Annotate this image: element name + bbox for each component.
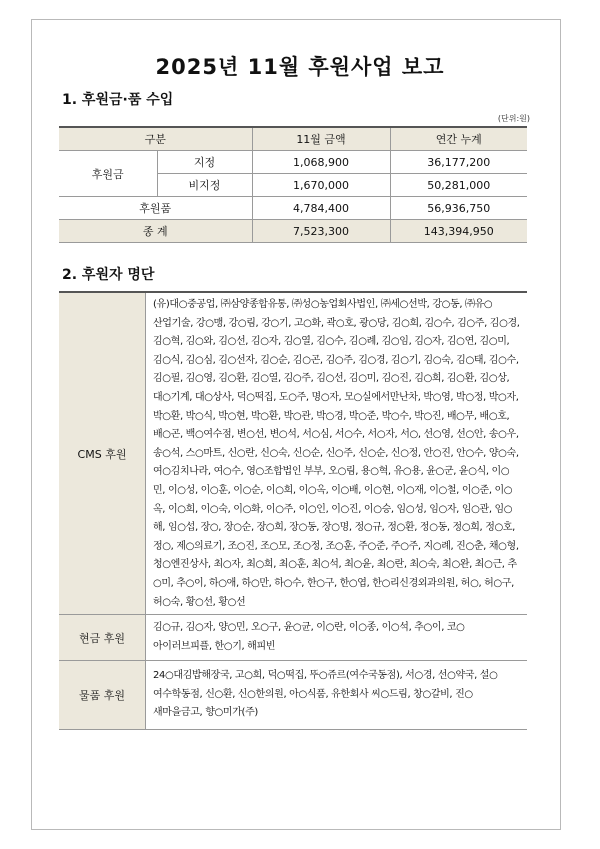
table-row bbox=[59, 151, 527, 174]
table-total-row bbox=[59, 220, 527, 243]
month-value: 1,670,000 bbox=[252, 174, 390, 197]
annual-value: 56,936,750 bbox=[390, 197, 527, 220]
row-label: 지정 bbox=[157, 151, 252, 174]
donor-names: (유)대○중공업, ㈜삼양종합유통, ㈜성○농업회사법인, ㈜세○선박, 강○동, ㈜유○산업기술, 강○맹, 강○림, 강○기, 고○화, 곽○호, 광○당, 김○희, 김○수, 김○주, 김○경, 김○혁, 김○와, 김○선, 김○자, 김○열, 김○수, 김○례, 김○임, 김○자, 김○연, 김○미, 김○식, 김○심, 김○선자, 김○순, 김○곤, 김○주, 김○경, 김○기, 김○숙, 김○태, 김○수, 김○필, 김○영, 김○환, 김○열, 김○주, 김○선, 김○미, 김○진, 김○희, 김○환, 김○상, 대○기계, 대○상사, 덕○떡집, 도○주, 명○자, 모○실에서만난차, 박○영, 박○정, 박○자, 박○환, 박○식, 박○현, 박○환, 박○관, 박○경, 박○준, 박○수, 박○진, 배○무, 배○호, 배○곤, 백○여수점, 변○선, 변○석, 서○심, 서○수, 서○자, 서○, 선○영, 선○안, 송○우, 송○석, 스○마트, 신○란, 신○숙, 신○순, 신○주, 신○순, 신○정, 안○진, 안○수, 양○숙, 여○김치나라, 여○수, 영○조합법인 부부, 오○림, 용○혁, 유○용, 윤○군, 윤○식, 이○민, 이○성, 이○훈, 이○순, 이○희, 이○옥, 이○배, 이○현, 이○재, 이○철, 이○준, 이○옥, 이○희, 이○숙, 이○화, 이○주, 이○인, 이○진, 이○승, 임○성, 임○자, 임○관, 임○해, 임○섭, 장○, 장○순, 장○희, 장○동, 장○명, 정○규, 정○환, 정○동, 정○희, 정○호, 정○, 제○의료기, 조○진, 조○모, 조○정, 조○훈, 주○준, 주○주, 지○례, 진○춘, 채○형, 청○엔진상사, 최○자, 최○희, 최○훈, 최○석, 최○윤, 최○란, 최○숙, 최○완, 최○근, 추○미, 추○이, 하○애, 하○만, 하○수, 한○구, 한○엽, 한○리신경외과의원, 허○, 허○구, 허○숙, 황○선, 황○선 bbox=[146, 292, 528, 615]
row-label: 후원품 bbox=[59, 197, 252, 220]
donor-names: 24○대김밥해장국, 고○희, 덕○떡집, 뚜○쥬르(여수국동점), 서○경, 선○약국, 설○여수학동점, 신○환, 신○한의원, 아○식품, 유한회사 씨○드림, 창○갈비, 진○새마을금고, 향○미가(주) bbox=[146, 661, 528, 730]
donor-category-label: 물품 후원 bbox=[59, 661, 146, 730]
donor-row-cms bbox=[59, 292, 527, 615]
income-table bbox=[59, 126, 527, 243]
unit-label: (단위:원) bbox=[497, 114, 530, 123]
row-group-label: 후원금 bbox=[59, 151, 157, 197]
table-header-row bbox=[59, 127, 527, 151]
donor-row-cash bbox=[59, 615, 527, 661]
header-month-amount: 11월 금액 bbox=[252, 127, 390, 151]
header-category: 구분 bbox=[59, 127, 252, 151]
row-label: 비지정 bbox=[157, 174, 252, 197]
total-month-value: 7,523,300 bbox=[252, 220, 390, 243]
header-annual-total: 연간 누계 bbox=[390, 127, 527, 151]
total-annual-value: 143,394,950 bbox=[390, 220, 527, 243]
section-heading-donors: 2. 후원자 명단 bbox=[62, 267, 155, 283]
donor-category-label: 현금 후원 bbox=[59, 615, 146, 661]
total-label: 종 계 bbox=[59, 220, 252, 243]
section-heading-income: 1. 후원금·품 수입 bbox=[62, 92, 174, 108]
donor-names: 김○규, 김○자, 양○민, 오○구, 윤○균, 이○란, 이○종, 이○석, 추○이, 코○아이러브피플, 한○기, 해피빈 bbox=[146, 615, 528, 661]
annual-value: 50,281,000 bbox=[390, 174, 527, 197]
page-title: 2025년 11월 후원사업 보고 bbox=[155, 55, 445, 79]
table-row bbox=[59, 197, 527, 220]
donor-table bbox=[59, 291, 527, 730]
month-value: 4,784,400 bbox=[252, 197, 390, 220]
annual-value: 36,177,200 bbox=[390, 151, 527, 174]
donor-row-goods bbox=[59, 661, 527, 730]
month-value: 1,068,900 bbox=[252, 151, 390, 174]
donor-category-label: CMS 후원 bbox=[59, 292, 146, 615]
